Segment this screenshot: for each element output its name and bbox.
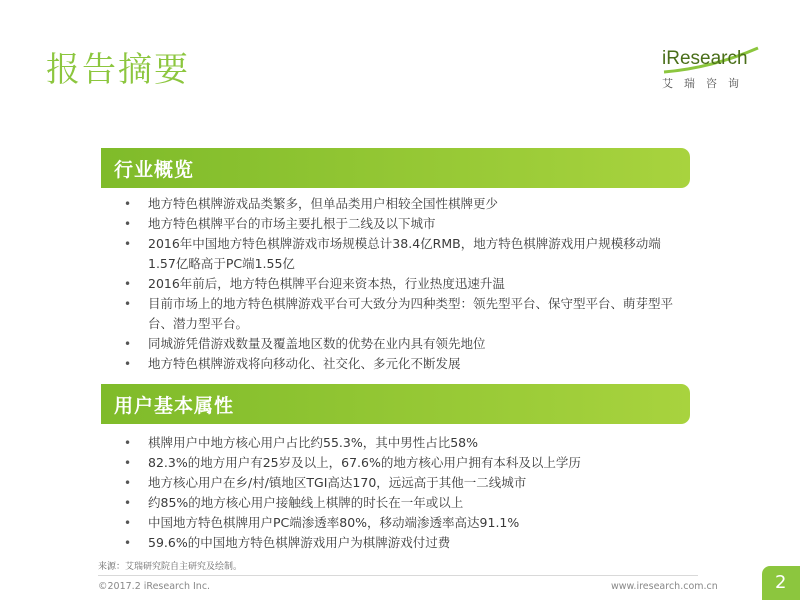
page-number: 2 [775, 572, 787, 593]
section-header-user-attributes [101, 384, 690, 424]
copyright: ©2017.2 iResearch Inc. [98, 581, 211, 592]
list-item: • 同城游凭借游戏数量及覆盖地区数的优势在业内具有领先地位 [124, 334, 678, 354]
source-note: 来源：艾瑞研究院自主研究及绘制。 [98, 562, 243, 572]
list-item: • 地方特色棋牌游戏将向移动化、社交化、多元化不断发展 [124, 354, 678, 374]
logo-wordmark: iResearch [662, 48, 748, 69]
list-item: • 59.6%的中国地方特色棋牌游戏用户为棋牌游戏付过费 [124, 533, 678, 553]
list-item: • 中国地方特色棋牌用户PC端渗透率80%，移动端渗透率高达91.1% [124, 513, 678, 533]
page-number-tab [762, 566, 800, 600]
section-header-industry-overview [101, 148, 690, 188]
logo-chinese-name: 艾瑞咨询 [662, 77, 750, 90]
list-item: • 目前市场上的地方特色棋牌游戏平台可大致分为四种类型：领先型平台、保守型平台、萌芽型平台、潜力型平台。 [124, 294, 678, 334]
list-item: • 地方特色棋牌游戏品类繁多，但单品类用户相较全国性棋牌更少 [124, 194, 678, 214]
user-attributes-list [124, 433, 678, 553]
list-item: • 82.3%的地方用户有25岁及以上，67.6%的地方核心用户拥有本科及以上学历 [124, 453, 678, 473]
list-item: • 2016年中国地方特色棋牌游戏市场规模总计38.4亿RMB，地方特色棋牌游戏用户规模移动端1.57亿略高于PC端1.55亿 [124, 234, 678, 274]
list-item: • 2016年前后，地方特色棋牌平台迎来资本热，行业热度迅速升温 [124, 274, 678, 294]
page-title: 报告摘要 [46, 50, 190, 90]
list-item: • 地方核心用户在乡/村/镇地区TGI高达170，远远高于其他一二线城市 [124, 473, 678, 493]
industry-overview-list [124, 194, 678, 374]
list-item: • 棋牌用户中地方核心用户占比约55.3%，其中男性占比58% [124, 433, 678, 453]
website-link[interactable]: www.iresearch.com.cn [611, 581, 718, 592]
footer-divider [98, 575, 698, 576]
section-heading: 行业概览 [114, 159, 195, 181]
list-item: • 约85%的地方核心用户接触线上棋牌的时长在一年或以上 [124, 493, 678, 513]
section-heading: 用户基本属性 [114, 395, 235, 417]
iresearch-logo [662, 40, 772, 92]
list-item: • 地方特色棋牌平台的市场主要扎根于二线及以下城市 [124, 214, 678, 234]
